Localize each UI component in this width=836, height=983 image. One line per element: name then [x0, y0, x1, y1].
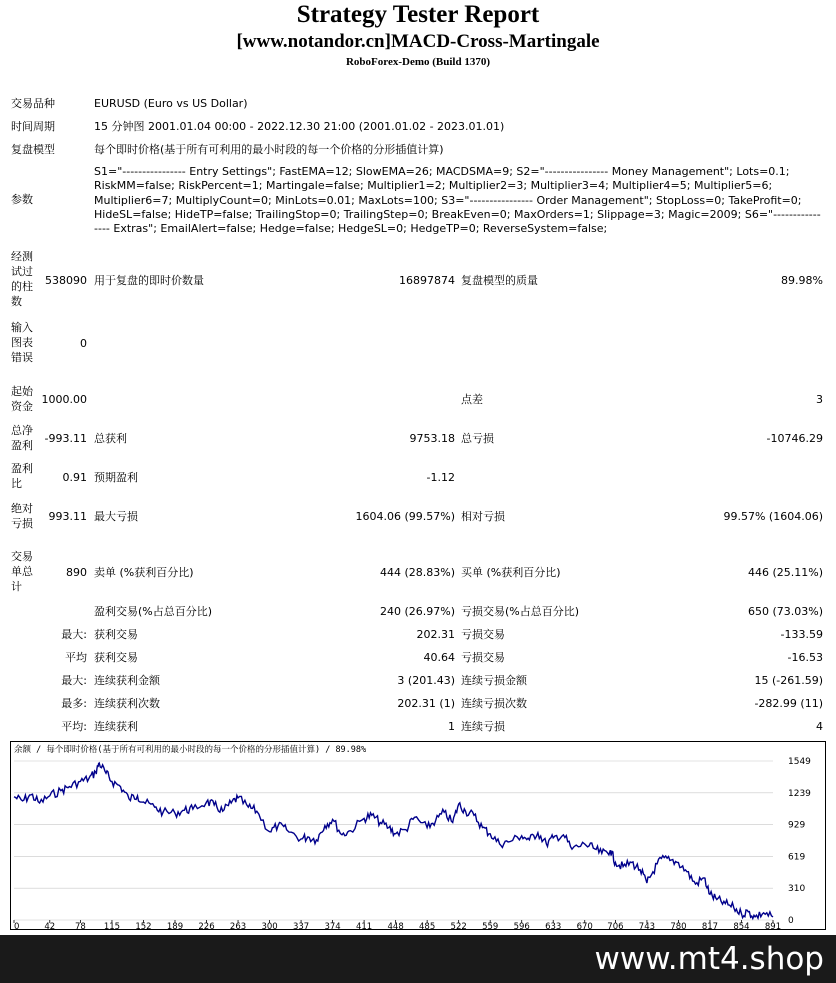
cons-losses-label: 连续亏损金额 [461, 674, 527, 687]
period-value: 15 分钟图 2001.01.04 00:00 - 2022.12.30 21:00 (2001.01.02 - 2023.01.01) [94, 120, 505, 133]
profit-trades-value: 240 (26.97%) [379, 605, 455, 618]
x-tick-label: 448 [387, 922, 404, 930]
avg-profit-label: 获利交易 [94, 651, 138, 664]
model-value: 每个即时价格(基于所有可利用的最小时段的每一个价格的分形插值计算) [94, 143, 444, 156]
grossloss-label: 总亏损 [461, 432, 494, 445]
avg-profit-value: 40.64 [423, 651, 455, 664]
x-tick-label: 670 [576, 922, 593, 930]
avg-cons-wins-value: 1 [448, 720, 455, 733]
params-label: 参数 [11, 193, 33, 206]
largest-loss-label: 亏损交易 [461, 628, 505, 641]
absdd-value: 993.11 [48, 510, 87, 523]
x-tick-label: 891 [764, 922, 782, 930]
most-label: 最多: [61, 697, 87, 710]
netprofit-value: -993.11 [44, 432, 87, 445]
cons-wins-label: 连续获利金额 [94, 674, 160, 687]
report-subtitle: [www.notandor.cn]MACD-Cross-Martingale [236, 31, 600, 52]
avg-cons-losses-value: 4 [816, 720, 823, 733]
cons-loss-label: 连续亏损次数 [461, 697, 527, 710]
x-tick-label: 226 [198, 922, 215, 930]
trades-label: 交易 单总 计 [11, 550, 33, 593]
x-tick-label: 485 [419, 922, 436, 930]
balance-chart [10, 741, 826, 930]
spread-value: 3 [816, 393, 823, 406]
trades-value: 890 [66, 566, 87, 579]
symbol-label: 交易品种 [11, 97, 55, 110]
x-tick-label: 0 [14, 922, 20, 930]
largest-profit-label: 获利交易 [94, 628, 138, 641]
model-label: 复盘模型 [11, 143, 55, 156]
x-tick-label: 633 [545, 922, 562, 930]
cons-profit-value: 202.31 (1) [397, 697, 455, 710]
spread-label: 点差 [461, 393, 483, 406]
absdd-label: 绝对 亏损 [11, 502, 33, 530]
long-label: 买单 (%获利百分比) [461, 566, 561, 579]
x-tick-label: 706 [607, 922, 624, 930]
x-tick-label: 817 [701, 922, 719, 930]
avg-label: 平均 [65, 651, 87, 664]
maxdd-value: 1604.06 (99.57%) [355, 510, 455, 523]
loss-trades-label: 亏损交易(%占总百分比) [461, 605, 580, 618]
reldd-value: 99.57% (1604.06) [723, 510, 823, 523]
avg2-label: 平均: [61, 720, 87, 733]
y-tick-label: 0 [788, 916, 794, 926]
grossprofit-label: 总获利 [94, 432, 127, 445]
pf-value: 0.91 [62, 471, 87, 484]
x-tick-label: 411 [355, 922, 373, 930]
x-tick-label: 263 [229, 922, 247, 930]
avg-loss-label: 亏损交易 [461, 651, 505, 664]
x-tick-label: 78 [75, 922, 86, 930]
x-tick-label: 337 [292, 922, 310, 930]
x-tick-label: 152 [135, 922, 152, 930]
max2-label: 最大: [61, 674, 87, 687]
loss-trades-value: 650 (73.03%) [747, 605, 823, 618]
deposit-label: 起始 资金 [11, 385, 33, 413]
x-tick-label: 743 [638, 922, 656, 930]
long-value: 446 (25.11%) [747, 566, 823, 579]
errors-value: 0 [80, 337, 87, 350]
deposit-value: 1000.00 [41, 393, 87, 406]
x-tick-label: 374 [324, 922, 341, 930]
bars-label: 经测 试过 的柱 数 [11, 250, 33, 308]
grossloss-value: -10746.29 [766, 432, 823, 445]
payoff-label: 预期盈利 [94, 471, 138, 484]
max-label: 最大: [61, 628, 87, 641]
quality-label: 复盘模型的质量 [461, 274, 538, 287]
x-tick-label: 559 [482, 922, 499, 930]
x-tick-label: 780 [670, 922, 687, 930]
x-tick-label: 42 [44, 922, 56, 930]
ticks-label: 用于复盘的即时价数量 [94, 274, 204, 287]
avg-loss-value: -16.53 [787, 651, 823, 664]
y-tick-label: 310 [788, 884, 806, 895]
largest-profit-value: 202.31 [416, 628, 455, 641]
chart-frame [11, 742, 826, 930]
chart-title: 余额 / 每个即时价格(基于所有可利用的最小时段的每一个价格的分形插值计算) / 89.98% [14, 745, 367, 755]
brand-bar [0, 935, 836, 983]
bars-value: 538090 [45, 274, 87, 287]
y-tick-label: 1549 [788, 757, 811, 767]
x-tick-label: 300 [261, 922, 278, 930]
cons-losses-value: 15 (-261.59) [754, 674, 823, 687]
pf-label: 盈利 比 [11, 462, 33, 490]
short-value: 444 (28.83%) [379, 566, 455, 579]
maxdd-label: 最大亏损 [94, 510, 138, 523]
avg-cons-losses-label: 连续亏损 [461, 720, 505, 733]
ticks-value: 16897874 [399, 274, 455, 287]
grossprofit-value: 9753.18 [409, 432, 455, 445]
x-tick-label: 596 [513, 922, 530, 930]
symbol-value: EURUSD (Euro vs US Dollar) [94, 97, 248, 110]
y-tick-label: 929 [788, 820, 806, 831]
short-label: 卖单 (%获利百分比) [94, 566, 194, 579]
x-tick-label: 189 [166, 922, 184, 930]
report-server: RoboForex-Demo (Build 1370) [345, 56, 490, 68]
avg-cons-wins-label: 连续获利 [94, 720, 138, 733]
report-title: Strategy Tester Report [296, 1, 540, 28]
x-tick-label: 115 [103, 922, 121, 930]
y-tick-label: 619 [788, 852, 806, 863]
x-tick-label: 854 [733, 922, 750, 930]
x-tick-label: 522 [450, 922, 467, 930]
payoff-value: -1.12 [426, 471, 455, 484]
params-value: S1="---------------- Entry Settings"; FastEMA=12; SlowEMA=26; MACDSMA=9; S2="---------------- Money Management"; Lots=0.1; RiskMM=false; RiskPercent=1; Martingale=false; Multiplier1=2; Multiplier2=3; Multiplier3=4; Multiplier4=5; Multiplier5=6; Multiplier6=7; MultiplyCount=0; MinLots=0.01; MaxLots=100; S3="---------------- Order Management"; StopLoss=0; TakeProfit=0; HideSL=false; HideTP=false; TrailingStop=0; TrailingStep=0; BreakEven=0; MaxOrders=1; Slippage=3; Magic=2009; S6="---------------- Extras"; EmailAlert=false; Hedge=false; HedgeSL=0; HedgeTP=0; ReverseSystem=false; [94, 165, 821, 236]
reldd-label: 相对亏损 [461, 510, 505, 523]
largest-loss-value: -133.59 [780, 628, 823, 641]
errors-label: 输入 图表 错误 [11, 321, 33, 364]
cons-profit-label: 连续获利次数 [94, 697, 160, 710]
netprofit-label: 总净 盈利 [11, 424, 33, 452]
profit-trades-label: 盈利交易(%占总百分比) [94, 605, 213, 618]
period-label: 时间周期 [11, 120, 55, 133]
quality-value: 89.98% [781, 274, 823, 287]
cons-wins-value: 3 (201.43) [397, 674, 455, 687]
cons-loss-value: -282.99 (11) [754, 697, 823, 710]
brand-text: www.mt4.shop [594, 941, 824, 977]
y-tick-label: 1239 [788, 788, 811, 799]
